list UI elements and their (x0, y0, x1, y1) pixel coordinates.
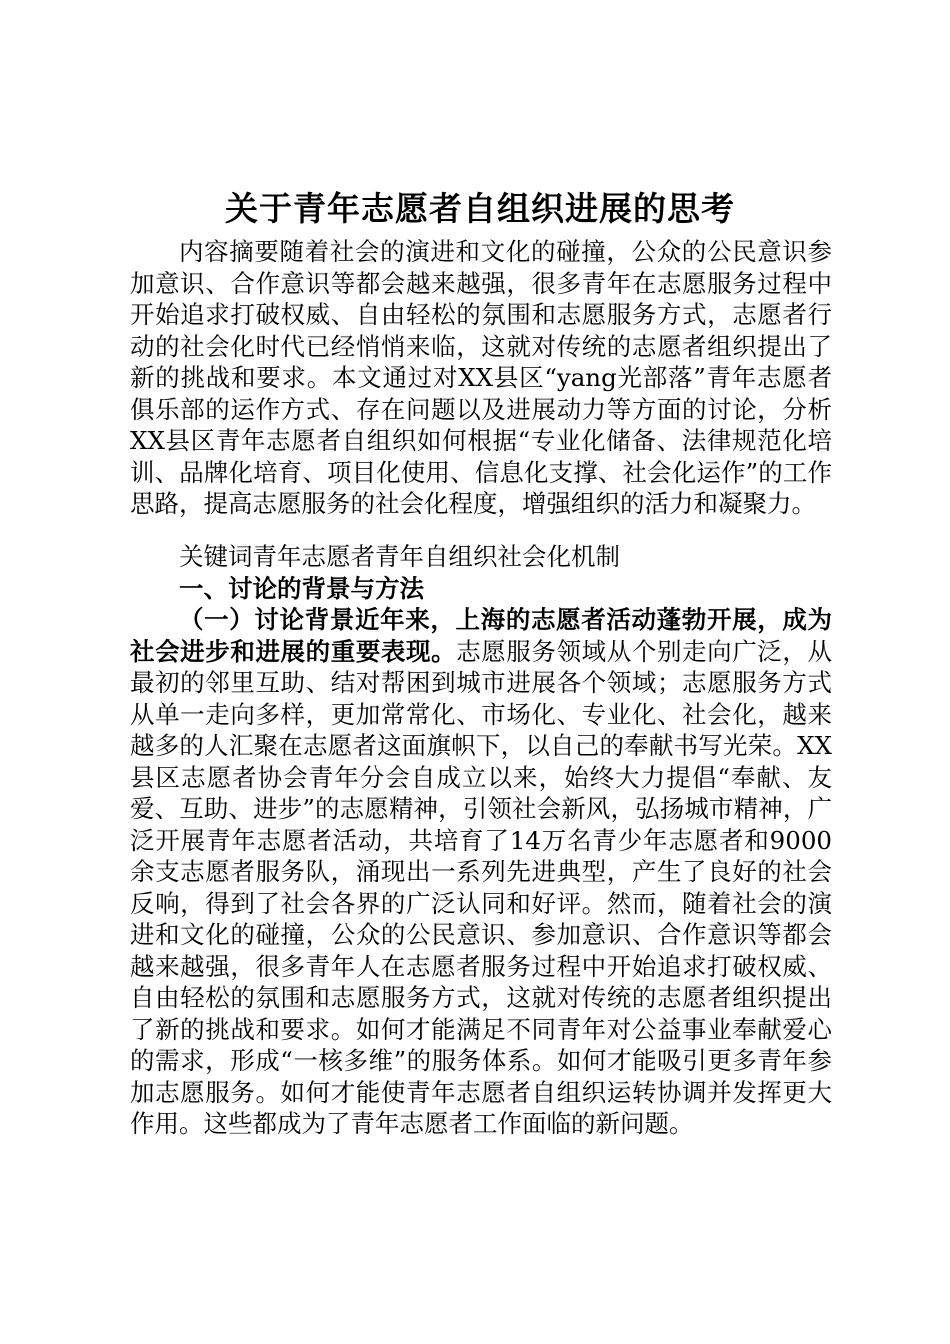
body-paragraph (130, 604, 832, 1140)
document-title: 关于青年志愿者自组织进展的思考 (225, 189, 735, 228)
keywords-paragraph: 关键词青年志愿者青年自组织社会化机制 (179, 542, 620, 571)
subsection-lead: （一）讨论背景近年来，上海的志愿者活动蓬勃开展，成为社会进步和进展的重要表现。 (130, 605, 832, 666)
paragraph-body: 志愿服务领域从个别走向广泛，从最初的邻里互助、结对帮困到城市进展各个领域；志愿服务方式从单一走向多样，更加常常化、市场化、专业化、社会化，越来越多的人汇聚在志愿者这面旗帜下，以自己的奉献书写光荣。XX县区志愿者协会青年分会自成立以来，始终大力提倡“奉献、友爱、互助、进步”的志愿精神，引领社会新风，弘扬城市精神，广泛开展青年志愿者活动，共培育了14万名青少年志愿者和9000余支志愿者服务队，涌现出一系列先进典型，产生了良好的社会反响，得到了社会各界的广泛认同和好评。然而，随着社会的演进和文化的碰撞，公众的公民意识、参加意识、合作意识等都会越来越强，很多青年人在志愿者服务过程中开始追求打破权威、自由轻松的氛围和志愿服务方式，这就对传统的志愿者组织提出了新的挑战和要求。如何才能满足不同青年对公益事业奉献爱心的需求，形成“一核多维”的服务体系。如何才能吸引更多青年参加志愿服务。如何才能使青年志愿者自组织运转协调并发挥更大作用。这些都成为了青年志愿者工作面临的新问题。 (130, 636, 832, 1138)
abstract-paragraph: 内容摘要随着社会的演进和文化的碰撞，公众的公民意识参加意识、合作意识等都会越来越强，很多青年在志愿服务过程中开始追求打破权威、自由轻松的氛围和志愿服务方式，志愿者行动的社会化时代已经悄悄来临，这就对传统的志愿者组织提出了新的挑战和要求。本文通过对XX县区“yang光部落”青年志愿者俱乐部的运作方式、存在问题以及进展动力等方面的讨论，分析XX县区青年志愿者自组织如何根据“专业化储备、法律规范化培训、品牌化培育、项目化使用、信息化支撑、社会化运作”的工作思路，提高志愿服务的社会化程度，增强组织的活力和凝聚力。 (130, 237, 832, 518)
section-heading: 一、讨论的背景与方法 (179, 574, 424, 603)
